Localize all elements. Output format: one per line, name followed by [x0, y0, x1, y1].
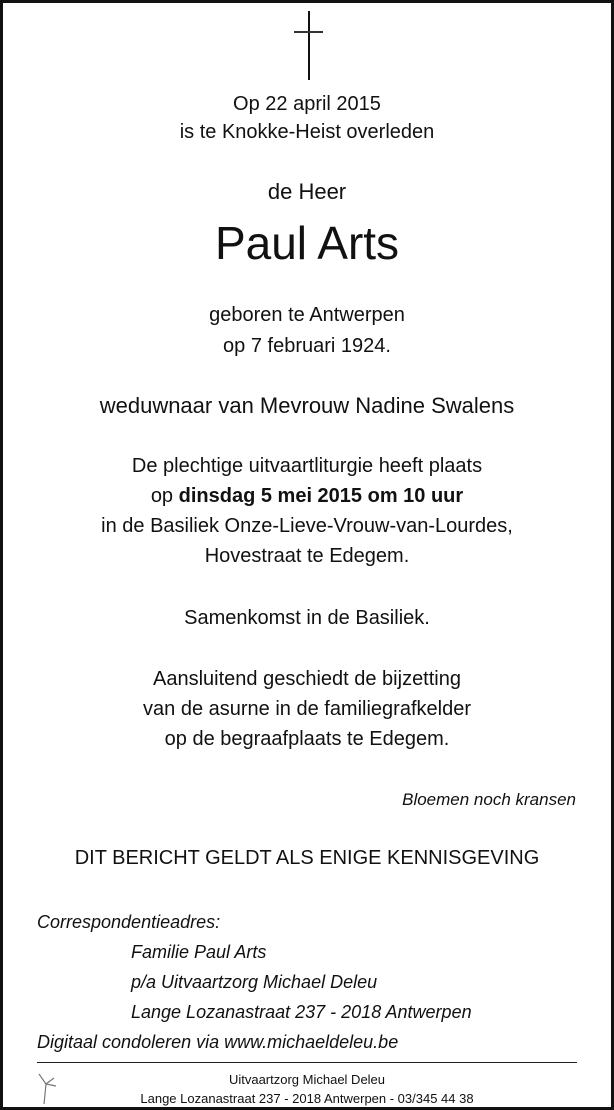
- correspondence-line-2: p/a Uitvaartzorg Michael Deleu: [131, 972, 378, 992]
- gathering: Samenkomst in de Basiliek.: [184, 607, 430, 629]
- cross-horizontal: [294, 31, 323, 33]
- footer-divider: [37, 1062, 577, 1063]
- flowers-note: Bloemen noch kransen: [402, 790, 576, 809]
- widower-line: weduwnaar van Mevrouw Nadine Swalens: [99, 393, 515, 418]
- cross-vertical: [308, 11, 310, 80]
- correspondence-label: Correspondentieadres:: [37, 912, 221, 932]
- birth-date: op 7 februari 1924.: [223, 335, 391, 357]
- title: de Heer: [267, 179, 347, 204]
- ceremony-line-2: [0, 486, 614, 506]
- condolence-link[interactable]: Digitaal condoleren via www.michaeldeleu.be: [37, 1032, 399, 1052]
- burial-line-3: op de begraafplaats te Edegem.: [164, 728, 450, 750]
- ceremony-line-3: in de Basiliek Onze-Lieve-Vrouw-van-Lourdes,: [101, 515, 513, 537]
- ceremony-prefix: op: [150, 485, 179, 507]
- footer-address: Lange Lozanastraat 237 - 2018 Antwerpen - 03/345 44 38: [140, 1091, 474, 1106]
- burial-line-1: Aansluitend geschiedt de bijzetting: [153, 668, 461, 690]
- footer-company: Uitvaartzorg Michael Deleu: [228, 1072, 386, 1087]
- ceremony-datetime: dinsdag 5 mei 2015 om 10 uur: [178, 485, 464, 507]
- birth-place: geboren te Antwerpen: [209, 304, 405, 326]
- correspondence-line-1: Familie Paul Arts: [131, 942, 267, 962]
- correspondence-line-3: Lange Lozanastraat 237 - 2018 Antwerpen: [131, 1002, 472, 1022]
- burial-line-2: van de asurne in de familiegrafkelder: [143, 698, 471, 720]
- death-date: Op 22 april 2015: [233, 93, 381, 115]
- ceremony-line-4: Hovestraat te Edegem.: [204, 545, 410, 567]
- death-place: is te Knokke-Heist overleden: [179, 121, 435, 143]
- ceremony-line-1: De plechtige uitvaartliturgie heeft plaats: [131, 455, 483, 477]
- deceased-name: Paul Arts: [214, 217, 400, 269]
- announcement: DIT BERICHT GELDT ALS ENIGE KENNISGEVING: [74, 847, 540, 869]
